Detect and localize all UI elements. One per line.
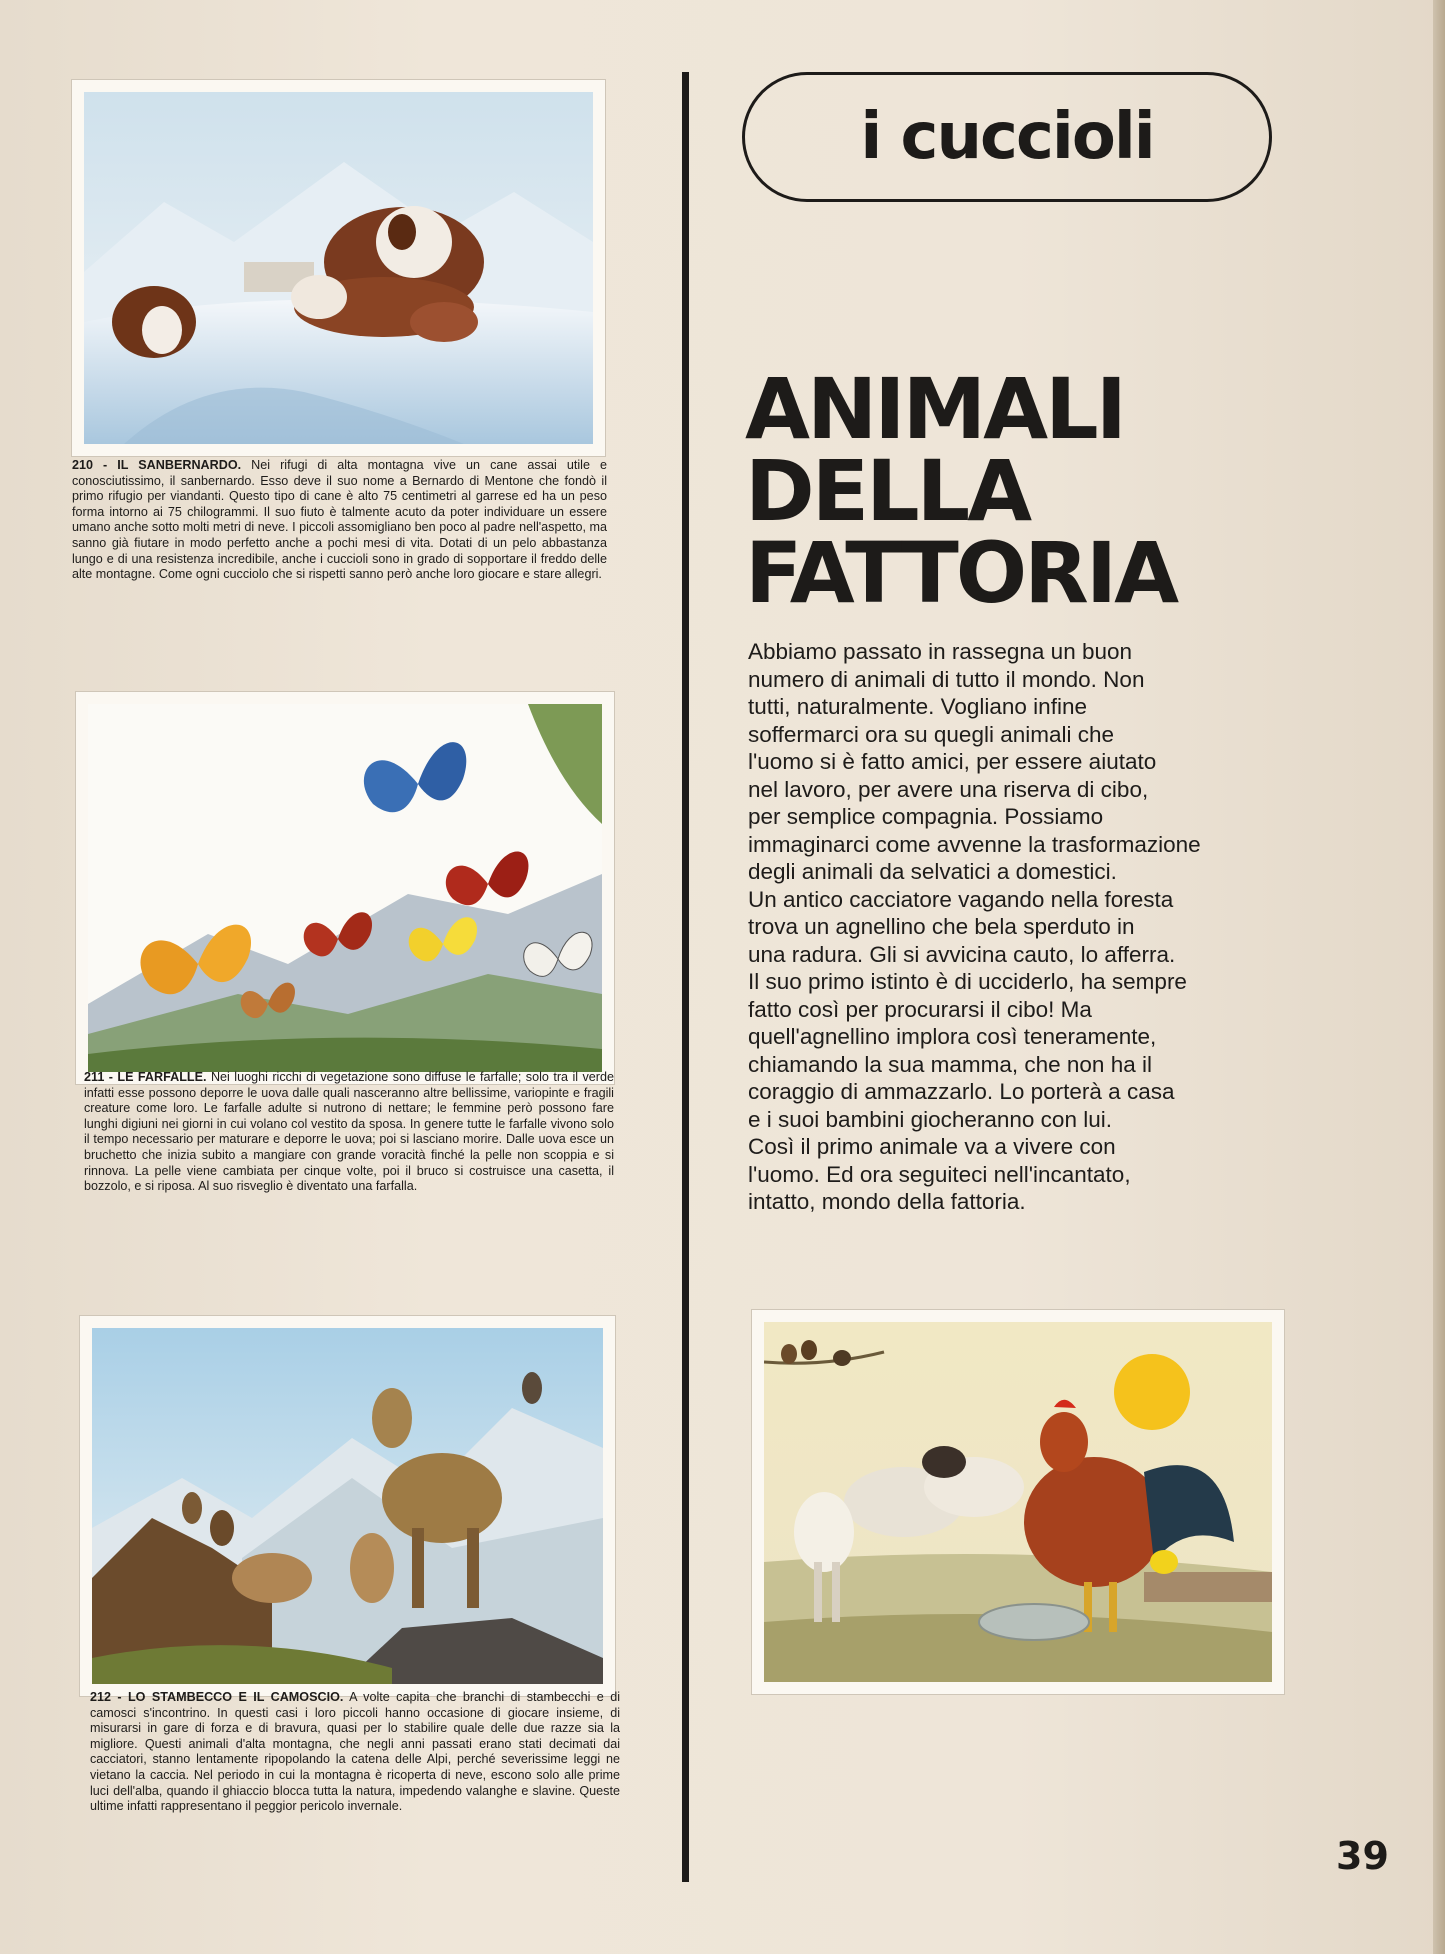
farfalle-illustration bbox=[88, 704, 602, 1072]
intro-line: soffermarci ora su quegli animali che bbox=[748, 721, 1115, 747]
intro-line: tutti, naturalmente. Vogliano infine bbox=[748, 694, 1087, 719]
stambecco-illustration bbox=[92, 1328, 603, 1684]
title-line-1: ANIMALI bbox=[745, 360, 1124, 458]
intro-line: degli animali da selvatici a domestici. bbox=[748, 859, 1117, 884]
intro-line: una radura. Gli si avvicina cauto, lo afferra. bbox=[748, 941, 1176, 967]
sticker-sanbernardo bbox=[72, 80, 605, 456]
intro-line: nel lavoro, per avere una riserva di cibo, bbox=[748, 776, 1149, 802]
intro-text bbox=[748, 638, 1278, 1216]
intro-line: fatto così per procurarsi il cibo! Ma bbox=[748, 996, 1092, 1022]
intro-line: l'uomo si è fatto amici, per essere aiutato bbox=[748, 749, 1157, 774]
intro-line: numero di animali di tutto il mondo. Non bbox=[748, 666, 1145, 692]
caption-211 bbox=[84, 1070, 614, 1195]
intro-line: Il suo primo istinto è di ucciderlo, ha sempre bbox=[748, 969, 1187, 994]
intro-line: quell'agnellino implora così teneramente, bbox=[748, 1024, 1157, 1049]
intro-line: per semplice compagnia. Possiamo bbox=[748, 804, 1104, 829]
caption-211-number: 211 - LE FARFALLE. bbox=[84, 1070, 207, 1084]
page-number: 39 bbox=[1336, 1834, 1389, 1878]
title-line-3: FATTORIA bbox=[745, 524, 1177, 622]
sanbernardo-illustration bbox=[84, 92, 593, 444]
caption-210-number: 210 - IL SANBERNARDO. bbox=[72, 458, 242, 472]
page-edge bbox=[1433, 0, 1445, 1954]
caption-212-text: A volte capita che branchi di stambecchi e di camosci s'incontrino. In questi casi i loro piccoli hanno occasione di giocare insieme, di misurarsi in gare di forza e di bravura, quasi per lo stabilire quale delle due razze sia la migliore. Questi animali d'alta montagna, che negli anni passati erano stati decimati dai cacciatori, stanno lentamente ripopolando la catena delle Alpi, perché severissime leggi ne vietano la caccia. Nel periodo in cui la montagna è ricoperta di neve, escono solo alle prime luci dell'alba, quando il ghiaccio blocca tutta la natura, impedendo valanghe e slavine. Queste ultime infatti rappresentano il peggior pericolo invernale. bbox=[90, 1690, 620, 1814]
intro-line: coraggio di ammazzarlo. Lo porterà a casa bbox=[748, 1079, 1175, 1104]
page-title bbox=[745, 360, 1345, 622]
caption-212-number: 212 - LO STAMBECCO E IL CAMOSCIO. bbox=[90, 1690, 344, 1704]
caption-212 bbox=[90, 1690, 620, 1815]
column-divider bbox=[682, 72, 689, 1882]
sticker-fattoria bbox=[752, 1310, 1284, 1694]
section-header-pill bbox=[742, 72, 1272, 202]
caption-211-text: Nei luoghi ricchi di vegetazione sono diffuse le farfalle; solo tra il verde infatti esse possono deporre le uova dalle quali nasceranno altre bellissime, variopinte e fragili creature come loro. Le farfalle adulte si nutrono di nettare; le femmine però possono fare lunghi digiuni nei giorni in cui volano col vestito da sposa. In genere tutte le farfalle vivono solo il tempo necessario per maturare e deporre le uova; poi si lasciano morire. Dalle uova esce un bruchetto che inizia subito a mangiare con grande voracità finché la pelle non scoppia e si rinnova. La pelle viene cambiata per cinque volte, poi il bruco si costruisce una casetta, il bozzolo, e si riposa. Al suo risveglio è diventato una farfalla. bbox=[84, 1070, 615, 1194]
intro-line: e i suoi bambini giocheranno con lui. bbox=[748, 1106, 1112, 1132]
caption-210-text: Nei rifugi di alta montagna vive un cane assai utile e conosciutissimo, il sanbernardo. Esso deve il suo nome a Bernardo di Mentone che fondò il primo rifugio per viandanti. Questo tipo di cane è alto 75 centimetri al garrese ed ha un peso forma intorno ai 75 chilogrammi. Il suo fiuto è talmente acuto da poter individuare un essere umano anche sotto molti metri di neve. I piccoli assomigliano ben poco al padre nell'aspetto, ma sanno già fiutare in modo perfetto anche a pochi mesi di vita. Dotati di un pelo abbastanza lungo e di una resistenza incredibile, anche i cuccioli sono in grado di sopportare il freddo delle alte montagne. Come ogni cucciolo che si rispetti sanno però anche loro giocare e stare allegri. bbox=[72, 458, 607, 582]
intro-line: Così il primo animale va a vivere con bbox=[748, 1134, 1116, 1159]
sticker-farfalle bbox=[76, 692, 614, 1084]
intro-line: l'uomo. Ed ora seguiteci nell'incantato, bbox=[748, 1161, 1131, 1187]
intro-line: Abbiamo passato in rassegna un buon bbox=[748, 639, 1133, 664]
intro-line: Un antico cacciatore vagando nella foresta bbox=[748, 886, 1174, 912]
title-line-2: DELLA bbox=[745, 442, 1030, 540]
fattoria-illustration bbox=[764, 1322, 1272, 1682]
section-header-label: i cuccioli bbox=[860, 100, 1154, 174]
intro-line: intatto, mondo della fattoria. bbox=[748, 1189, 1026, 1214]
intro-line: immaginarci come avvenne la trasformazione bbox=[748, 831, 1201, 857]
intro-line: trova un agnellino che bela sperduto in bbox=[748, 914, 1135, 939]
caption-210 bbox=[72, 458, 607, 583]
sticker-stambecco bbox=[80, 1316, 615, 1696]
intro-line: chiamando la sua mamma, che non ha il bbox=[748, 1051, 1152, 1077]
